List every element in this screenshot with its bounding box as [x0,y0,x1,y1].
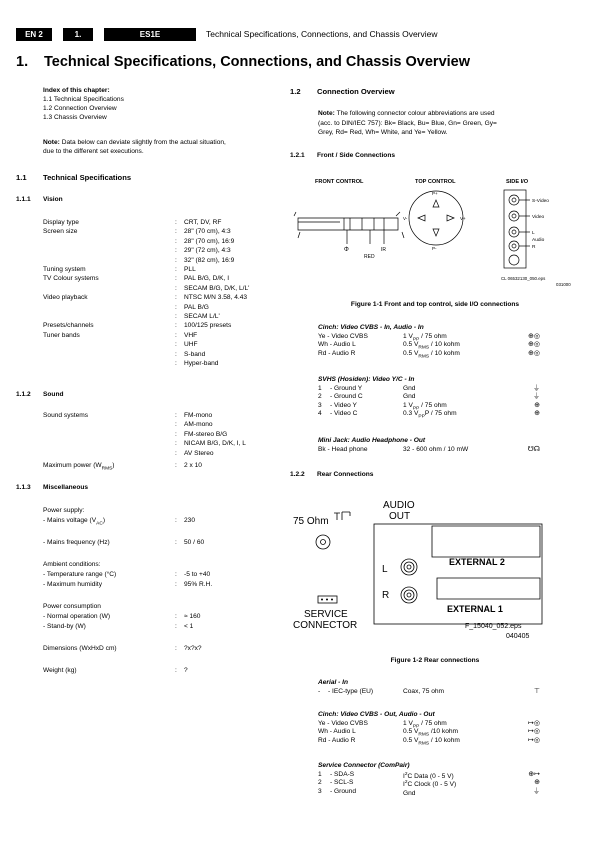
top-control-label: TOP CONTROL [415,179,456,185]
cinch-in-title: Cinch: Video CVBS - In, Audio - In [318,324,424,331]
external-2-scart [432,526,540,557]
svideo-label: S-Video [532,199,549,204]
spec-colon: : [175,341,177,349]
pin-name: - SCL-S [330,779,354,787]
p-minus-label: P- [432,246,437,251]
spec-colon: : [175,237,177,245]
spec-row [43,284,283,293]
pin-name: Ye - Video CVBS [318,719,368,727]
connector-row [318,393,540,402]
spec-row [43,312,283,321]
figure-1-1-caption: Figure 1-1 Front and top control, side I/O connections [350,301,520,308]
spec-value: NTSC M/N 3.58, 4.43 [184,294,248,302]
connector-icon: ⊕↦ [528,770,540,778]
audio-r-jack [401,587,417,603]
pin-spec: Gnd [403,393,416,401]
pin-name: - Video C [330,410,358,418]
pin-name: Wh - Audio L [318,728,356,736]
connector-icon: ⊕ [534,779,540,787]
external-2-label: EXTERNAL 2 [449,557,505,567]
connector-row [318,385,540,394]
spec-row [43,331,283,340]
connector-icon: ⊕ [534,401,540,409]
ohm-label: 75 Ohm [293,516,329,527]
pin-spec: 0.5 $V_{RMS}$ /10 kohm [403,728,459,738]
connector-icon: ⊕◎ [528,349,540,357]
spec-colon: : [175,266,177,273]
connector-row [318,350,540,359]
spec-colon: : [175,256,177,264]
spec-colon: : [175,360,177,367]
spec-value: SECAM B/G, D/K, L/L' [184,284,250,292]
spec-row [43,293,283,302]
power-symbol: Φ [344,247,349,253]
spec-key: Tuner bands [43,331,80,339]
spec-colon: : [175,247,177,255]
audio-label: AUDIO [383,500,415,511]
spec-value: 29" (72 cm), 4:3 [184,247,231,255]
headphone-icon: ☋☊ [527,445,540,453]
service-label: SERVICE [304,609,348,620]
pin-number: 2 [318,393,322,401]
spec-row [43,265,283,274]
note-right: Note: The following connector colour abbreviations are used (acc. to DIN/IEC 757): Bk= Black, Bu= Blue, Gn= Green, Gy= Grey, Rd= Red, Wh= White, and Ye= Yellow. [318,110,497,136]
connector-row [318,737,540,746]
pin-number: 3 [318,401,322,409]
spec-colon: : [175,350,177,358]
audio-r-label: R [532,245,536,250]
front-control-label: FRONT CONTROL [315,179,364,185]
spec-row [43,218,283,227]
spec-value: 28" (70 cm), 16:9 [184,237,235,245]
spec-row [43,350,283,359]
spec-value: FM-stereo B/G [184,430,228,438]
temperature-row: - Temperature range (°C) : -5 to +40 [43,571,211,578]
external-1-scart [437,578,540,599]
spec-colon: : [175,430,177,438]
pin-spec: $I^2C$ Data (0 - 5 V) [403,771,454,780]
service-connector-block [318,762,540,796]
pin-spec: 1 $V_{PP} / 75$ ohm [403,719,447,729]
figure-date: 031000 [556,282,571,287]
spec-row [43,411,283,420]
pin-name: - SDA-S [330,770,355,778]
aerial-row: - - IEC-type (EU) Coax, 75 ohm ⊤ [318,687,540,695]
index-title: Index of this chapter: [43,87,110,94]
connector-label: CONNECTOR [293,620,358,631]
spec-colon: : [175,440,177,448]
pin-spec: Gnd [403,789,416,797]
section-1-1-3-heading: 1.1.3 Miscellaneous [16,484,89,491]
spec-value: VHF [184,331,198,339]
note-left: Note: Data below can deviate slightly from the actual situation, due to the different set executions. [43,139,226,155]
audio-l-label: L [532,231,535,236]
pin-spec: 0.5 $V_{RMS} / 10$ kohm [403,736,460,746]
spec-colon: : [175,322,177,330]
video-label: Video [532,215,545,220]
pin-name: Wh - Audio L [318,341,356,349]
spec-value: 32" (82 cm), 16:9 [184,256,235,264]
pin-spec: $I^2C$ Clock (0 - 5 V) [403,780,457,789]
spec-row [43,274,283,283]
spec-colon: : [175,313,177,320]
pin-number: 1 [318,770,322,778]
spec-row [43,321,283,330]
section-1-2-1-heading: 1.2.1 Front / Side Connections [290,152,396,159]
spec-colon: : [175,228,177,236]
spec-key: Sound systems [43,412,89,419]
connector-row [318,410,540,419]
l-label: L [382,564,388,575]
spec-colon: : [175,219,177,226]
humidity-row: - Maximum humidity : 95% R.H. [43,581,213,588]
section-1-1-1-heading: 1.1.1 Vision [16,196,63,203]
spec-value: Hyper-band [184,360,219,367]
spec-colon: : [175,294,177,302]
spec-key: Presets/channels [43,322,94,330]
spec-key: Video playback [43,294,88,302]
side-io-label: SIDE I/O [506,179,529,185]
dimensions-row: Dimensions (WxHxD cm) : ?x?x? [43,645,202,652]
spec-row [43,227,283,236]
connector-icon: ⏚ [533,787,540,795]
v-minus-label: V- [403,216,408,221]
spec-row [43,430,283,439]
index-item: 1.3 Chassis Overview [43,114,107,121]
front-control-drawing [294,212,404,244]
pin-spec: 0.5 $V_{RMS} / 10$ kohm [403,349,460,359]
spec-colon: : [175,421,177,429]
figure-date: 040405 [506,633,530,640]
pin-name: - Video Y [330,401,357,409]
cinch-in-block [318,324,540,358]
cinch-out-title: Cinch: Video CVBS - Out, Audio - Out [318,711,435,718]
spec-row [43,303,283,312]
pin-spec: 1 $V_{PP} / 75$ ohm [403,332,447,342]
connector-row [318,341,540,350]
spec-row [43,237,283,246]
chapter-index [43,86,124,122]
ir-label: IR [381,247,386,253]
svhs-block [318,376,540,419]
spec-value: CRT, DV, RF [184,219,222,226]
aerial-socket [316,535,330,549]
pin-spec: Gnd [403,384,416,392]
pin-spec: 0.3 $V_{PP}P / 75$ ohm [403,410,457,420]
connector-icon: ↦◎ [528,719,540,727]
pin-number: 3 [318,787,322,795]
spec-colon: : [175,284,177,292]
spec-value: S-band [184,350,206,358]
connector-icon: ↦◎ [528,736,540,744]
external-1-label: EXTERNAL 1 [447,604,503,614]
spec-value: 28" (70 cm), 4:3 [184,228,231,236]
header-tag-en: EN 2 [16,28,52,41]
spec-colon: : [175,331,177,339]
figure-code: CL 06532130_050.eps [501,276,546,281]
minijack-block [318,437,540,454]
spec-value: 100/125 presets [184,322,232,330]
aerial-icon: ⊤ [533,687,540,695]
max-power-row: Maximum power $(W_{RMS})$ : 2 x 10 [43,462,202,472]
spec-row [43,340,283,349]
spec-key: Tuning system [43,266,86,273]
section-1-1-2-heading: 1.1.2 Sound [16,391,64,398]
spec-key: Display type [43,219,79,226]
pin-number: 2 [318,779,322,787]
connector-row [318,779,540,788]
mains-voltage-row: - Mains voltage $(V_{AC})$ : 230 [43,517,196,527]
spec-row [43,439,283,448]
minijack-row: Bk - Head phone 32 - 600 ohm / 10 mW ☋☊ [318,445,540,453]
connector-icon: ⏚ [533,393,540,401]
spec-key: Screen size [43,228,78,236]
out-label: OUT [389,511,411,522]
header-title: Technical Specifications, Connections, and Chassis Overview [206,29,438,39]
figure-1-2 [290,494,580,644]
audio-l-jack [401,559,417,575]
p-plus-label: P+ [432,191,438,196]
side-io-drawing [504,190,530,268]
header-tag-chapter: 1. [63,28,93,41]
spec-colon: : [175,275,177,283]
connector-row [318,771,540,780]
spec-key: TV Colour systems [43,275,99,283]
aerial-block [318,679,540,696]
connector-row [318,788,540,797]
connector-row [318,728,540,737]
spec-row [43,420,283,429]
spec-row [43,246,283,255]
connector-icon: ⊕ [534,410,540,418]
spec-value: AM-mono [184,421,213,429]
spec-row [43,256,283,265]
cinch-out-block [318,711,540,745]
pin-name: - Ground C [330,393,363,401]
service-title: Service Connector (ComPair) [318,762,410,769]
audio-label: Audio [532,238,545,243]
rear-connections-diagram [290,494,580,644]
connector-icon: ⏚ [533,384,540,392]
figure-code: F_15040_052.eps [465,623,522,630]
pin-name: - Ground [330,787,357,795]
pin-number: 4 [318,410,322,418]
mains-frequency-row: - Mains frequency (Hz) : 50 / 60 [43,539,205,546]
spec-colon: : [175,303,177,311]
spec-value: NICAM B/G, D/K, I, L [184,440,246,448]
spec-value: FM-mono [184,412,213,419]
normal-operation-row: - Normal operation (W) : ≈ 160 [43,613,201,620]
svhs-title: SVHS (Hosiden): Video Y/C - In [318,376,415,383]
spec-value: SECAM L/L' [184,313,220,320]
connector-icon: ⊕◎ [528,341,540,349]
chapter-title: 1. Technical Specifications, Connections, and Chassis Overview [16,54,471,70]
spec-value: PLL [184,266,196,273]
pin-name: - Ground Y [330,384,363,392]
spec-row [43,449,283,458]
connector-icon: ⊕◎ [528,332,540,340]
top-control-drawing [409,191,463,245]
spec-value: AV Stereo [184,449,214,457]
spec-colon: : [175,449,177,457]
pin-spec: 1 $V_{PP} / 75$ ohm [403,401,447,411]
spec-value: UHF [184,341,198,349]
spec-colon: : [175,412,177,419]
pin-number: 1 [318,384,322,392]
pin-name: Ye - Video CVBS [318,332,368,340]
spec-value: PAL B/G [184,303,209,311]
connections-diagram [290,186,580,296]
index-item: 1.1 Technical Specifications [43,96,124,103]
connector-row [318,333,540,342]
minijack-title: Mini Jack: Audio Headphone - Out [318,437,426,444]
aerial-title: Aerial - In [318,679,349,686]
v-plus-label: V+ [460,216,466,221]
figure-1-1 [290,176,580,292]
section-1-2-2-heading: 1.2.2 Rear Connections [290,471,374,478]
pin-name: Rd - Audio R [318,736,356,744]
pin-name: Rd - Audio R [318,349,356,357]
pin-spec: 0.5 $V_{RMS} / 10$ kohm [403,341,460,351]
connector-row [318,402,540,411]
figure-1-2-caption: Figure 1-2 Rear connections [390,657,480,664]
red-led-label: RED [364,254,375,260]
index-item: 1.2 Connection Overview [43,105,117,112]
standby-row: - Stand-by (W) : < 1 [43,623,194,630]
connector-icon: ↦◎ [528,728,540,736]
r-label: R [382,590,390,601]
connector-row [318,720,540,729]
spec-row [43,359,283,368]
header-tag-model: ES1E [104,28,196,41]
weight-row: Weight (kg) : ? [43,667,188,674]
spec-value: PAL B/G, D/K, I [184,275,230,283]
